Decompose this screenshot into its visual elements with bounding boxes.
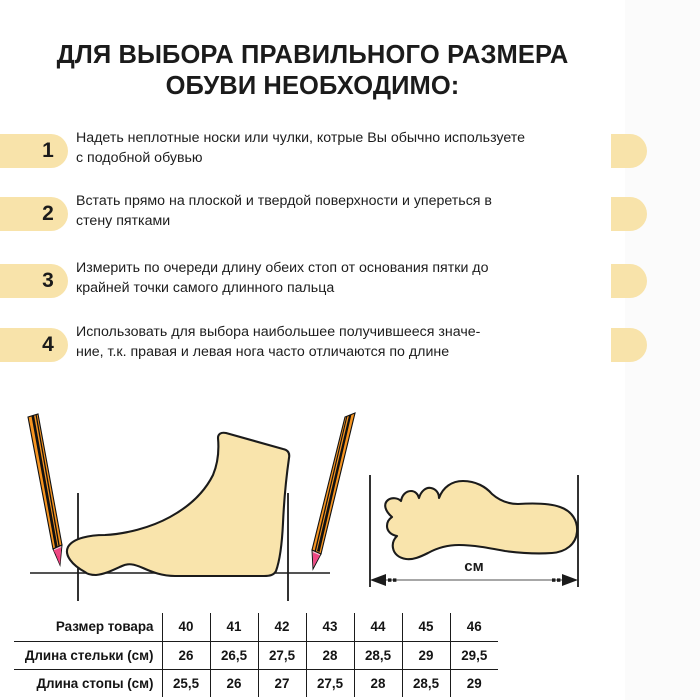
table-cell: 43	[306, 613, 354, 641]
table-cell: 26	[162, 641, 210, 669]
table-cell: 26	[210, 669, 258, 697]
list-item	[0, 258, 700, 320]
table-row	[14, 613, 498, 641]
pencil-left-icon	[28, 414, 62, 565]
illustration-svg	[0, 405, 625, 605]
table-cell: 28,5	[354, 641, 402, 669]
step-text-line-2: крайней точки самого длинного пальца	[76, 280, 335, 297]
dimension-tick	[393, 578, 396, 581]
step-text-line-1: Измерить по очереди длину обеих стоп от основания пятки до	[76, 260, 489, 276]
step-number: 1	[42, 139, 54, 162]
page-title-line-1-emphasis: ПРАВИЛЬНОГО	[241, 41, 440, 69]
table-cell: 29	[402, 641, 450, 669]
step-pill-right-cap	[611, 134, 647, 168]
side-view-figure	[28, 413, 355, 601]
size-chart-table	[14, 613, 498, 697]
table-cell: 25,5	[162, 669, 210, 697]
page-title-line-1-post: РАЗМЕРА	[439, 41, 569, 69]
pencil-right-icon	[312, 413, 355, 569]
table-cell: 28,5	[402, 669, 450, 697]
step-pill-right-cap	[611, 197, 647, 231]
step-text-line-2: стену пятками	[76, 213, 171, 230]
table-row	[14, 641, 498, 669]
table-cell: 44	[354, 613, 402, 641]
step-text-line-2: ние, т.к. правая и левая нога часто отличаются по длине	[76, 344, 450, 361]
step-number: 3	[42, 269, 54, 292]
table-cell: 42	[258, 613, 306, 641]
table-cell: 27	[258, 669, 306, 697]
step-text	[76, 191, 606, 231]
table-cell: 29	[466, 675, 482, 691]
table-cell: 45	[402, 613, 450, 641]
list-item	[0, 191, 700, 253]
table-row-header: Размер товара	[14, 613, 162, 641]
table-cell: 27,5	[258, 641, 306, 669]
footprint-dimension-label: см	[464, 558, 484, 575]
page-title-line-1	[0, 40, 625, 71]
table-cell: 26,5	[210, 641, 258, 669]
table-row-header: Длина стопы (см)	[14, 669, 162, 697]
step-text-line-1: Надеть неплотные носки или чулки, котрые Вы обычно используете	[76, 130, 525, 146]
step-pill-right-cap	[611, 328, 647, 362]
dimension-arrow-left	[370, 574, 386, 586]
page-title	[0, 40, 625, 102]
step-number: 4	[42, 333, 54, 356]
step-text-line-1: Встать прямо на плоской и твердой поверхности и упереться в	[76, 193, 492, 209]
dimension-arrow-right	[562, 574, 578, 586]
step-number: 2	[42, 202, 54, 225]
dimension-tick	[552, 578, 555, 581]
foot-side-silhouette	[67, 433, 289, 576]
measurement-illustrations	[0, 405, 625, 605]
step-text-line-2: с подобной обувью	[76, 150, 203, 167]
table-row-header: Длина стельки (см)	[14, 641, 162, 669]
step-text	[76, 258, 606, 298]
dimension-tick	[557, 578, 560, 581]
table-cell: 46	[450, 613, 498, 641]
step-text	[76, 322, 606, 362]
footprint-silhouette	[385, 481, 577, 559]
step-text	[76, 128, 606, 168]
page-title-line-2: ОБУВИ НЕОБХОДИМО:	[165, 72, 460, 101]
table-cell: 29,5	[450, 641, 498, 669]
step-text-line-1: Использовать для выбора наибольшее получившееся значе-	[76, 324, 481, 340]
dimension-tick	[388, 578, 391, 581]
table-cell: 27,5	[306, 669, 354, 697]
table-cell: 40	[162, 613, 210, 641]
page-title-line-1-pre: ДЛЯ ВЫБОРА	[56, 41, 241, 69]
list-item	[0, 128, 700, 190]
step-pill-right-cap	[611, 264, 647, 298]
table-cell: 28	[306, 641, 354, 669]
footprint-figure	[370, 475, 578, 587]
table-cell: 28	[354, 669, 402, 697]
list-item	[0, 322, 700, 384]
table-row	[14, 669, 498, 697]
table-cell: 41	[210, 613, 258, 641]
